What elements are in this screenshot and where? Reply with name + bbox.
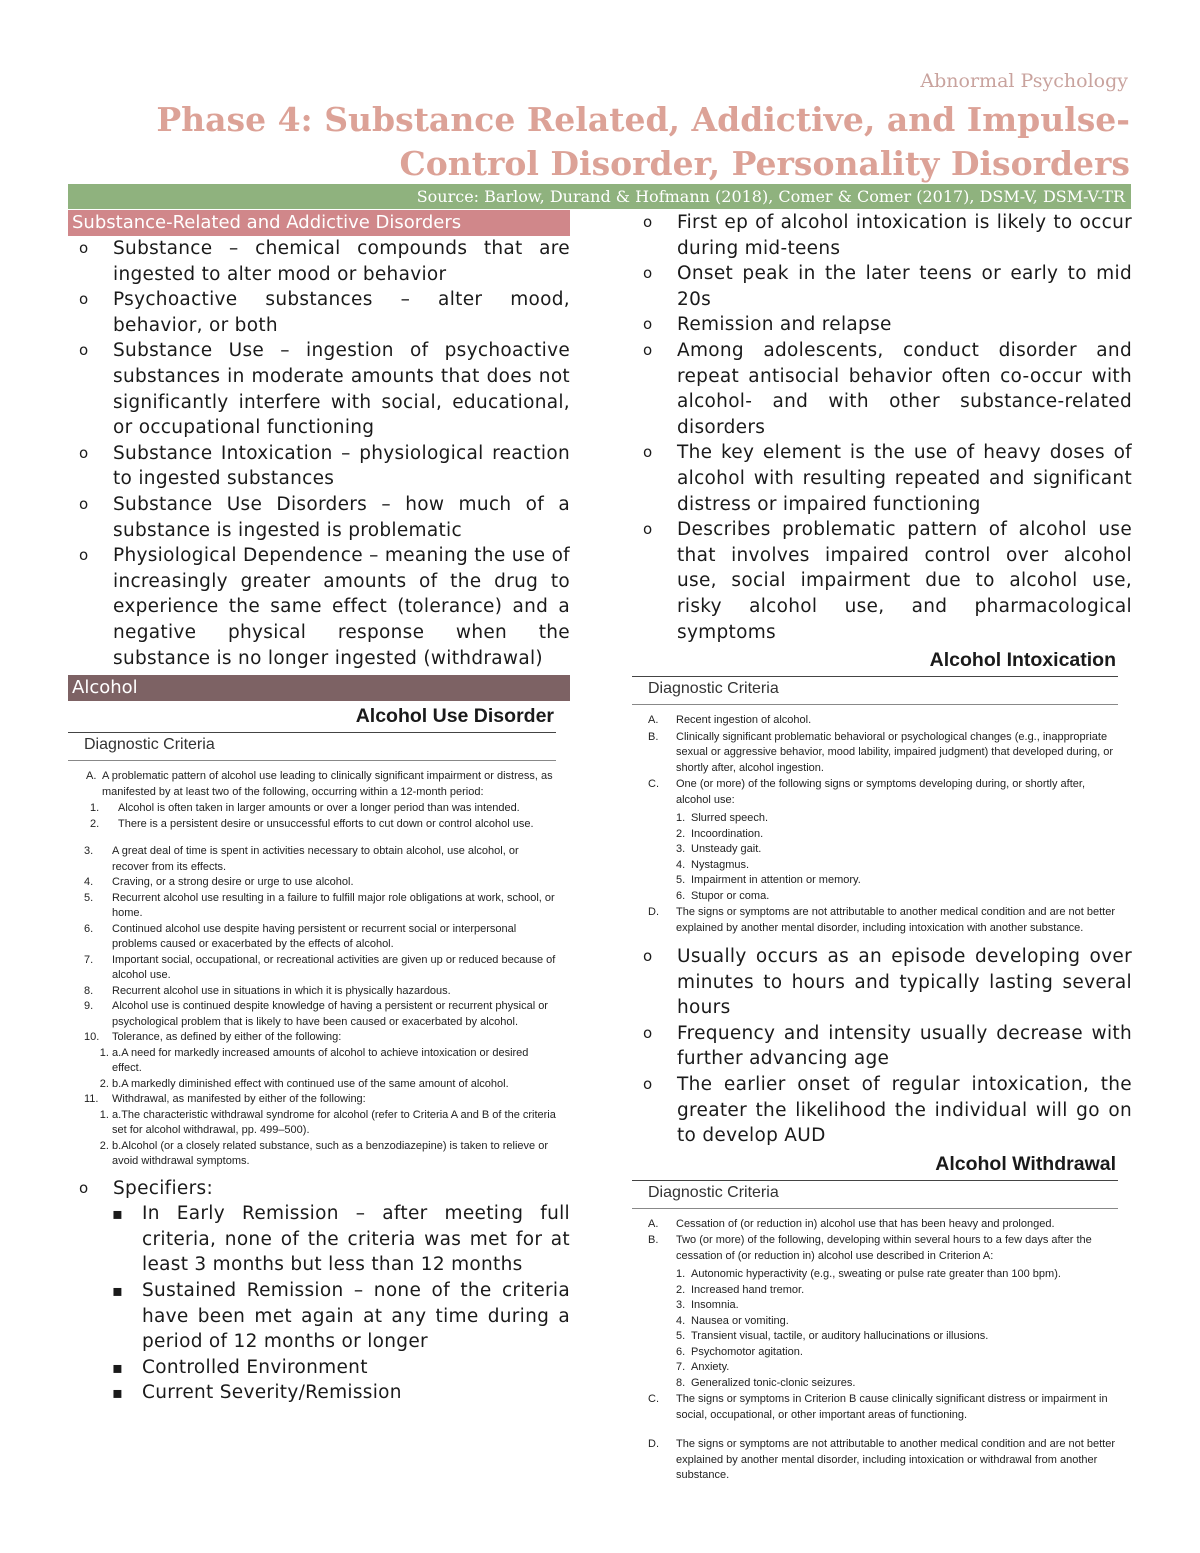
substance-definitions-list [68, 236, 570, 671]
page-title: Phase 4: Substance Related, Addictive, and Impulse-Control Disorder, Personality Disorders [156, 100, 1130, 183]
specifier-items [68, 1201, 570, 1406]
criterion-item: 7. Important social, occupational, or recreational activities are given up or reduced because of alcohol use. [84, 953, 556, 982]
list-item: o Among adolescents, conduct disorder and repeat antisocial behavior often co-occur with alcohol- and with other substance-related disorders [632, 338, 1132, 440]
diagnostic-criteria-label: Diagnostic Criteria [68, 732, 556, 761]
criterion-item: 11. Withdrawal, as manifested by either of the following: 1. a.The characteristic withdrawal syndrome for alcohol (refer to Criteria A and B of the criteria set for alcohol withdrawal, pp. 499–500). 2. b.Alcohol (or a closely related substance, such as a benzodiazepine) is taken to relieve or avoid withdrawal symptoms. [62, 1092, 556, 1170]
criterion-item: 10. Tolerance, as defined by either of the following: 1. a.A need for markedly increased amounts of alcohol to achieve intoxication or desired effect. 2. b.A markedly diminished effect with continued use of the same amount of alcohol. [62, 1030, 556, 1092]
withdrawal-criteria-list [632, 1217, 1118, 1484]
criterion-item: 5. Recurrent alcohol use resulting in a failure to fulfill major role obligations at work, school, or home. [84, 891, 555, 920]
criterion-item: 9. Alcohol use is continued despite knowledge of having a persistent or recurrent physical or psychological problem that is likely to have been caused or exacerbated by alcohol. [84, 1000, 548, 1028]
course-name: Abnormal Psychology [920, 70, 1128, 92]
list-item: o Physiological Dependence – meaning the use of increasingly greater amounts of the drug to experience the same effect (tolerance) and a negative physical response when the substance is no longer ingested (withdrawal) [68, 543, 570, 671]
left-column [68, 210, 570, 1406]
right-column [632, 210, 1132, 1485]
specifiers-heading: o Specifiers: ▪ In Early Remission – after meeting full criteria, none of the criteria was met for at least 3 months but less than 12 months ▪ Sustained Remission – none of the criteria have been met again at any time during a period of 12 months or longer ▪ Controlled Environment ▪ Current Severity/Remission [68, 1176, 570, 1406]
criterion-a: A. A problematic pattern of alcohol use leading to clinically significant impairment or distress, as manifested by at least two of the following, occurring within a 12-month period: [86, 770, 553, 798]
list-item: o Substance Use – ingestion of psychoactive substances in moderate amounts that does not significantly interfere with social, educational, or occupational functioning [68, 338, 570, 440]
withdrawal-heading: Alcohol Withdrawal [935, 1152, 1116, 1175]
intoxication-heading: Alcohol Intoxication [929, 649, 1116, 672]
list-item: o Substance Intoxication – physiological reaction to ingested substances [68, 441, 570, 492]
list-item: o Describes problematic pattern of alcohol use that involves impaired control over alcohol use, social impairment due to alcohol use, risky alcohol use, and pharmacological symptoms [632, 517, 1132, 645]
list-item: ▪ Current Severity/Remission [68, 1380, 570, 1406]
aud-items [68, 801, 556, 832]
list-item: o Substance – chemical compounds that are ingested to alter mood or behavior [68, 236, 570, 287]
criterion-d: D. The signs or symptoms are not attributable to another medical condition and are not better explained by another mental disorder, including intoxication or withdrawal from another substance. [648, 1438, 1116, 1482]
list-item: o The earlier onset of regular intoxication, the greater the likelihood the individual will go on to develop AUD [632, 1072, 1132, 1149]
criterion-c: C. The signs or symptoms in Criterion B cause clinically significant distress or impairment in social, occupational, or other important areas of functioning. [648, 1393, 1108, 1421]
list-item: o Psychoactive substances – alter mood, behavior, or both [68, 287, 570, 338]
criterion-b: B. Two (or more) of the following, developing within several hours to a few days after the cessation of (or reduction in) alcohol use described in Criterion A: 1. Autonomic hyperactivity (e.g., sweating or pulse rate greater than 100 bpm). 2. Increased hand tremor. 3. Insomnia. 4. Nausea or vomiting. 5. Transient visual, tactile, or auditory hallucinations or illusions. 6. Psychomotor agitation. 7. Anxiety. 8. Generalized tonic-clonic seizures. [648, 1234, 1092, 1389]
list-item: o Substance Use Disorders – how much of a substance is ingested is problematic [68, 492, 570, 543]
criterion-item: 3. A great deal of time is spent in activities necessary to obtain alcohol, use alcohol, or recover from its effects. [84, 845, 519, 873]
list-item: o Frequency and intensity usually decrease with further advancing age [632, 1021, 1132, 1072]
section-alcohol: Alcohol [68, 675, 570, 701]
aud-criteria-box [68, 732, 570, 1170]
source-bar: Source: Barlow, Durand & Hofmann (2018), Comer & Comer (2017), DSM-V, DSM-V-TR [68, 184, 1131, 209]
intoxication-criteria-box [632, 676, 1132, 936]
list-item: ▪ Sustained Remission – none of the criteria have been met again at any time during a period of 12 months or longer [68, 1278, 570, 1355]
criterion-a: A. Recent ingestion of alcohol. [648, 714, 812, 727]
alcohol-notes-list [632, 210, 1132, 645]
criterion-item: 1. Alcohol is often taken in larger amounts or over a longer period than was intended. [90, 802, 520, 815]
criterion-c: C. One (or more) of the following signs or symptoms developing during, or shortly after, alcohol use: 1. Slurred speech. 2. Incoordination. 3. Unsteady gait. 4. Nystagmus. 5. Impairment in attention or memory. 6. Stupor or coma. [648, 778, 1086, 902]
list-item: o Remission and relapse [632, 312, 1132, 338]
aud-criteria-list [68, 769, 556, 800]
criterion-item: 8. Recurrent alcohol use in situations in which it is physically hazardous. [84, 984, 451, 997]
list-item: o The key element is the use of heavy doses of alcohol with resulting repeated and significant distress or impaired functioning [632, 440, 1132, 517]
list-item: o Usually occurs as an episode developing over minutes to hours and typically lasting several hours [632, 944, 1132, 1021]
criterion-b: B. Clinically significant problematic behavioral or psychological changes (e.g., inappropriate sexual or aggressive behavior, mood lability, impaired judgment) that developed during, or shortly after, alcohol ingestion. [648, 730, 1113, 774]
criterion-item: 6. Continued alcohol use despite having persistent or recurrent social or interpersonal problems caused or exacerbated by the effects of alcohol. [84, 922, 517, 951]
section-substance-related: Substance-Related and Addictive Disorders [68, 210, 570, 236]
intoxication-criteria-list [632, 713, 1118, 936]
specifiers-list [68, 1176, 570, 1406]
criterion-item: 2. There is a persistent desire or unsuccessful efforts to cut down or control alcohol use. [90, 817, 534, 830]
list-item: o First ep of alcohol intoxication is likely to occur during mid-teens [632, 210, 1132, 261]
diagnostic-criteria-label: Diagnostic Criteria [632, 676, 1118, 705]
aud-heading: Alcohol Use Disorder [355, 705, 554, 728]
list-item: ▪ Controlled Environment [68, 1355, 570, 1381]
criterion-item: 4. Craving, or a strong desire or urge to use alcohol. [84, 876, 354, 889]
criterion-a: A. Cessation of (or reduction in) alcohol use that has been heavy and prolonged. [648, 1217, 1055, 1230]
intoxication-notes-list [632, 944, 1132, 1149]
diagnostic-criteria-label: Diagnostic Criteria [632, 1180, 1118, 1209]
list-item: o Onset peak in the later teens or early to mid 20s [632, 261, 1132, 312]
list-item: ▪ In Early Remission – after meeting full criteria, none of the criteria was met for at least 3 months but less than 12 months [68, 1201, 570, 1278]
withdrawal-criteria-box [632, 1180, 1132, 1484]
aud-items-more [62, 844, 556, 1170]
criterion-d: D. The signs or symptoms are not attributable to another medical condition and are not better explained by another mental disorder, including intoxication with another substance. [648, 906, 1116, 934]
